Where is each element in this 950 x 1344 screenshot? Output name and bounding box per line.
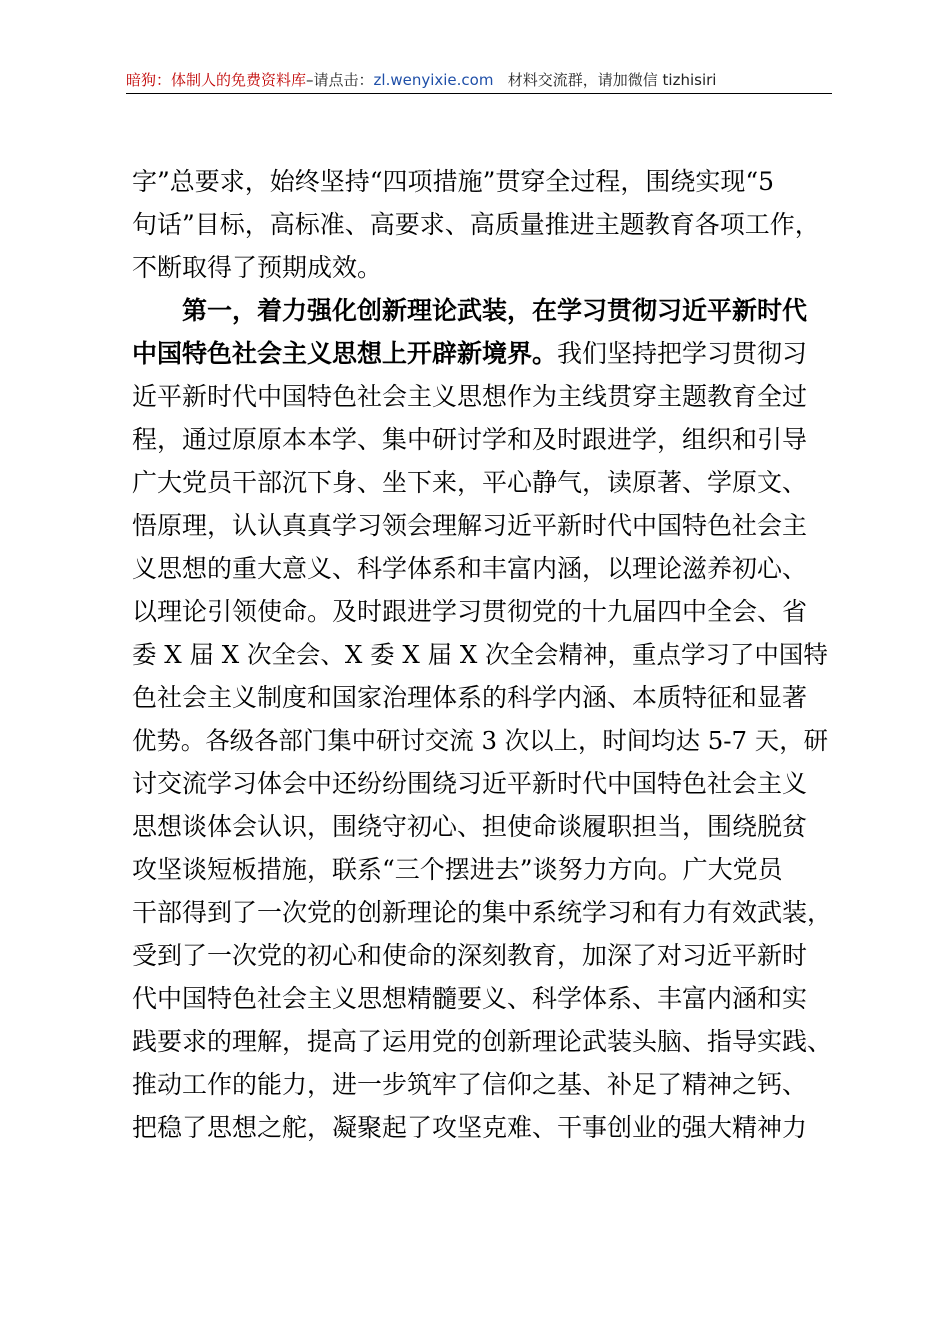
text-line xyxy=(132,1063,832,1106)
line-text: 句话”目标，高标准、高要求、高质量推进主题教育各项工作， xyxy=(132,210,820,239)
text-line xyxy=(132,418,832,461)
header-site-name: 暗狗：体制人的免费资料库 xyxy=(126,71,307,89)
text-line xyxy=(132,375,832,418)
text-line xyxy=(132,805,832,848)
line-text: 委 X 届 X 次全会、X 委 X 届 X 次全会精神，重点学习了中国特 xyxy=(132,640,828,669)
text-line xyxy=(132,1106,832,1149)
line-text: 程，通过原原本本学、集中研讨学和及时跟进学，组织和引导 xyxy=(132,425,808,454)
text-line xyxy=(132,762,832,805)
text-line xyxy=(132,547,832,590)
line-text: 色社会主义制度和国家治理体系的科学内涵、本质特征和显著 xyxy=(132,683,808,712)
section-heading: 中国特色社会主义思想上开辟新境界。 xyxy=(132,339,558,368)
line-text: 近平新时代中国特色社会主义思想作为主线贯穿主题教育全过 xyxy=(132,382,808,411)
text-line xyxy=(132,1020,832,1063)
line-text: 以理论引领使命。及时跟进学习贯彻党的十九届四中全会、省 xyxy=(132,597,808,626)
text-line xyxy=(132,977,832,1020)
section-heading: 第一，着力强化创新理论武装，在学习贯彻习近平新时代 xyxy=(132,296,808,325)
text-line xyxy=(132,289,832,332)
text-line xyxy=(132,160,832,203)
line-text: 攻坚谈短板措施，联系“三个摆进去”谈努力方向。广大党员 xyxy=(132,855,783,884)
line-text: 推动工作的能力，进一步筑牢了信仰之基、补足了精神之钙、 xyxy=(132,1070,808,1099)
line-text: 思想谈体会认识，围绕守初心、担使命谈履职担当，围绕脱贫 xyxy=(132,812,808,841)
header-divider xyxy=(126,93,832,94)
line-text: 我们坚持把学习贯彻习 xyxy=(557,339,808,368)
header-wechat-note: 材料交流群，请加微信 tizhisiri xyxy=(507,71,717,89)
text-line xyxy=(132,676,832,719)
line-text: 义思想的重大意义、科学体系和丰富内涵，以理论滋养初心、 xyxy=(132,554,808,583)
text-line xyxy=(132,203,832,246)
text-line xyxy=(132,891,832,934)
line-text: 讨交流学习体会中还纷纷围绕习近平新时代中国特色社会主义 xyxy=(132,769,808,798)
page-header xyxy=(126,70,832,94)
text-line xyxy=(132,461,832,504)
header-click-prompt: –请点击： xyxy=(306,71,374,89)
text-line xyxy=(132,246,832,289)
line-text: 践要求的理解，提高了运用党的创新理论武装头脑、指导实践、 xyxy=(132,1027,833,1056)
text-line xyxy=(132,590,832,633)
line-text: 广大党员干部沉下身、坐下来，平心静气，读原著、学原文、 xyxy=(132,468,808,497)
line-text: 悟原理，认认真真学习领会理解习近平新时代中国特色社会主 xyxy=(132,511,808,540)
line-text: 字”总要求，始终坚持“四项措施”贯穿全过程，围绕实现“5 xyxy=(132,167,775,196)
line-text: 把稳了思想之舵，凝聚起了攻坚克难、干事创业的强大精神力 xyxy=(132,1113,808,1142)
document-body xyxy=(132,160,832,1149)
text-line xyxy=(132,504,832,547)
line-text: 干部得到了一次党的创新理论的集中系统学习和有力有效武装， xyxy=(132,898,833,927)
text-line xyxy=(132,848,832,891)
text-line xyxy=(132,633,832,676)
line-text: 优势。各级各部门集中研讨交流 3 次以上，时间均达 5-7 天，研 xyxy=(132,726,829,755)
text-line xyxy=(132,332,832,375)
text-line xyxy=(132,934,832,977)
header-link[interactable]: zl.wenyixie.com xyxy=(373,71,494,89)
text-line xyxy=(132,719,832,762)
line-text: 不断取得了预期成效。 xyxy=(132,253,383,282)
line-text: 代中国特色社会主义思想精髓要义、科学体系、丰富内涵和实 xyxy=(132,984,808,1013)
line-text: 受到了一次党的初心和使命的深刻教育，加深了对习近平新时 xyxy=(132,941,808,970)
